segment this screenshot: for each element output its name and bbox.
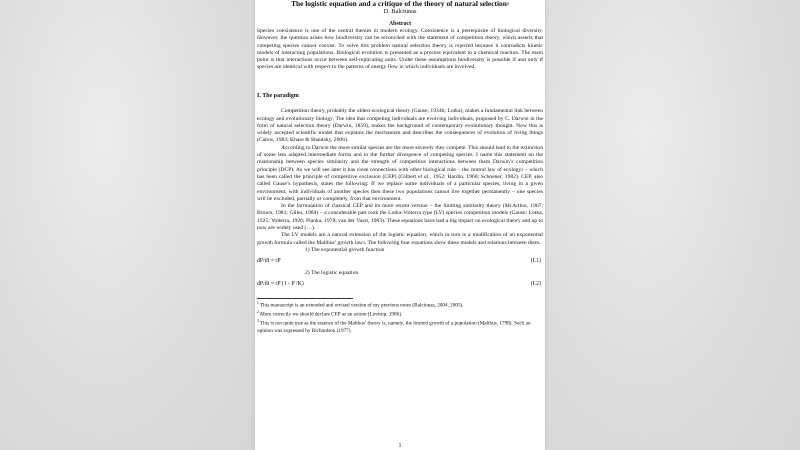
document-page xyxy=(255,0,545,450)
paragraph-2-part-c: ., 1952; Hardin, 1960; Schoener, 1982). CEP, also called Gause’s hypothesis, states the following: If we replace some individuals of a particular species, living in a given environment, with individuals of another species then these two populations cannot live together permanently – one species will be excluded, partially or completely, from that environment. xyxy=(257,173,544,202)
footnote-ref-3: 3 xyxy=(362,240,365,245)
footnote-3-mark: 3 xyxy=(257,319,259,324)
footnotes xyxy=(257,300,543,335)
abstract-heading: Abstract xyxy=(388,20,412,27)
et-al: et al xyxy=(417,173,429,180)
equation-2 xyxy=(257,281,543,289)
list-item-exponential: 1) The exponential growth function xyxy=(305,246,385,253)
page-number: 1 xyxy=(398,443,402,449)
page-content xyxy=(257,0,543,334)
equation-2-number: (I.2) xyxy=(530,281,541,288)
title-footnote-ref: 1 xyxy=(506,1,509,6)
list-item-logistic: 2) The logistic equation xyxy=(305,269,359,276)
paragraph-4-part-a: The LV models are a natural extension of the logistic equation, which in turn is a modification of an exponential growth formula called the Malthus’ growth law xyxy=(257,232,543,246)
footnote-3-text: This is not quite true as the essence of the Malthus’ theory is, namely, the limited growth of a population (Malthus, 1798). Such an opinion was expressed by Richardson (1977). xyxy=(257,320,531,334)
paragraph-2 xyxy=(257,145,543,203)
paragraph-4 xyxy=(257,232,543,247)
paragraph-3: In the formulation of classical CEP and its more recent version – the limiting similarity theory (McArthur, 1967; Brown, 1981; Giller, 1984) – a considerable part took the Lotka-Volterra type (LV) species competition models (Gause; Lotka, 1925; Volterra, 1926; Pianka, 1978; van der Vaart, 1983). These equations have had a big impact on ecological theory and up to now are widely used (…). xyxy=(257,203,543,232)
footnote-1 xyxy=(257,300,543,309)
equation-1-number: (I.1) xyxy=(530,258,541,265)
paragraph-4-part-b: . The following four equations show these models and relations between them. xyxy=(364,239,541,246)
equation-1 xyxy=(257,258,543,266)
viewer-background-left xyxy=(0,0,260,450)
section-body xyxy=(257,108,543,288)
equation-2-formula: dP/dt = rP (1 - P /K) xyxy=(257,281,304,288)
paragraph-1: Competition theory, probably the oldest ecological theory (Gause, 1934b; Lotka), makes a fundamental link between ecology and evolutionary biology. The idea that competing individuals are evolving individuals, proposed by C. Darwin in the form of natural selection theory (Darwin, 1859), makes the background of contemporary evolutionary thought. Now this is widely accepted scientific model that explains the mechanism and describes the consequences of evolution of living things (Calow, 1983; Khare & Shaulsky, 2006). xyxy=(257,108,543,144)
paper-title-text: The logistic equation and a critique of the theory of natural selection xyxy=(291,0,507,8)
footnote-1-mark: 1 xyxy=(257,300,259,305)
section-heading: I. The paradigm xyxy=(257,92,299,99)
paragraph-2-part-a: According to Darwin the more similar species are the more severely they compete. This should lead to the extinction of some less adapted intermediate forms and to the further divergence of competing species. I name this statement on the relationship between species similarity and the strength of competitive interactions between them Darwin’s competition principle (DCP). As we will see later it has close connections with other biological rule – the central law of ecology xyxy=(257,144,543,173)
footnote-ref-2: 2 xyxy=(521,167,524,172)
author: D. Balciunas xyxy=(383,8,417,15)
footnote-1-text: This manuscript is an extended and revised version of my previous notes (Balciunas, 2004, 2005). xyxy=(258,302,464,309)
footnote-3 xyxy=(257,318,543,334)
equation-1-formula: dP/dt = rP xyxy=(257,258,281,265)
viewer-background-right xyxy=(540,0,800,450)
paragraph-2-part-b: – which has been called the principle of competitive exclusion (CEP) (Gilbert xyxy=(257,166,543,180)
footnote-divider xyxy=(257,298,353,299)
abstract-text: Species coexistence is one of the central themes in modern ecology. Coexistence is a prerequisite of biological diversity. However, the question arises how biodiversity can be reconciled with the statement of competition theory, which asserts that competing species cannot coexist. To solve this problem natural selection theory is rejected because it contradicts kinetic models of interacting populations. Biological evolution is presented as a process equivalent to a chemical reaction. The main point is that interactions occur between self-replicating units. Under these assumptions biodiversity is possible if and only if species are identical with respect to the patterns of energy flow in which individuals are involved. xyxy=(257,28,543,71)
paper-title xyxy=(257,0,543,8)
footnote-2 xyxy=(257,309,543,318)
footnote-2-mark: 2 xyxy=(257,309,259,314)
footnote-2-text: More correctly we should declare CEP as an axiom (Lovtrup, 1986). xyxy=(258,311,403,318)
